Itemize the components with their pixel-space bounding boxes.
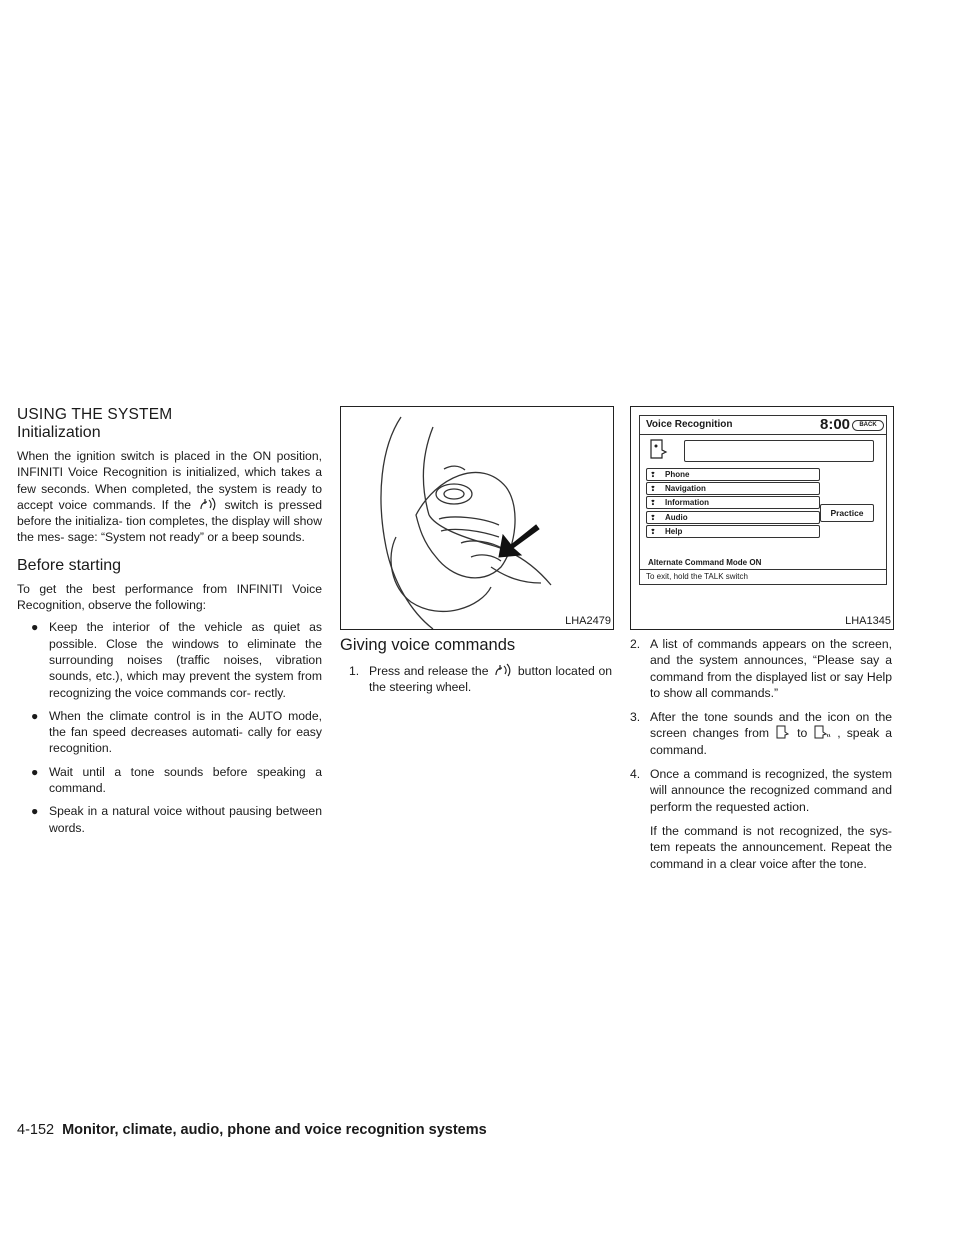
back-button[interactable]: BACK — [852, 420, 884, 431]
menu-item-information[interactable]: ❢ Information — [646, 496, 820, 509]
voice-command-icon: ❢ — [650, 486, 656, 493]
recognition-text-box — [684, 440, 874, 462]
list-item: 3. After the tone sounds and the icon on the screen changes from to , speak a command. — [630, 710, 893, 757]
steering-wheel-illustration — [341, 407, 613, 629]
alternate-mode-status: Alternate Command Mode ON — [648, 558, 762, 567]
talk-switch-icon — [492, 663, 514, 677]
page-footer — [17, 1122, 487, 1138]
voice-command-icon: ❢ — [650, 472, 656, 479]
before-starting-heading: Before starting — [17, 556, 122, 574]
step-number: 1. — [349, 664, 360, 678]
screen-title: Voice Recognition — [646, 419, 733, 430]
initialization-text-2: switch is pressed before the initializa- tion completes, the display will show the mes- sage: “System not ready” or a beep sounds. — [17, 497, 323, 545]
exit-hint: To exit, hold the TALK switch — [646, 572, 748, 581]
talk-switch-icon — [197, 497, 219, 511]
figure-label: LHA1345 — [845, 615, 891, 627]
bullet-dot: ● — [31, 764, 39, 779]
initialization-heading: Initialization — [17, 424, 101, 441]
column-right — [630, 636, 892, 880]
practice-button[interactable]: Practice — [820, 504, 874, 522]
giving-commands-steps — [340, 663, 612, 696]
page-number: 4-152 — [17, 1122, 55, 1138]
column-middle — [340, 636, 612, 704]
list-item: 1. Press and release the button located on the steering wheel. — [349, 664, 613, 695]
chapter-title: Monitor, climate, audio, phone and voice recognition systems — [62, 1122, 487, 1138]
speaker-icon — [775, 725, 791, 739]
column-left — [17, 404, 322, 843]
list-item: ● Wait until a tone sounds before speaking a command. — [31, 764, 322, 796]
section-title: USING THE SYSTEM — [17, 406, 173, 423]
bullet-dot: ● — [31, 620, 39, 635]
menu-item-audio[interactable]: ❢ Audio — [646, 511, 820, 524]
voice-command-icon: ❢ — [650, 515, 656, 522]
step-number: 3. — [630, 710, 641, 725]
menu-item-help[interactable]: ❢ Help — [646, 525, 820, 538]
bullet-dot: ● — [31, 804, 39, 819]
speaker-listening-icon — [813, 725, 831, 739]
step-number: 4. — [630, 767, 641, 782]
before-starting-intro: To get the best performance from INFINITI Voice Recognition, observe the following: — [17, 581, 322, 613]
list-item: 2. A list of commands appears on the screen, and the system announces, “Please say a command from the displayed list or say Help to show all commands.” — [630, 637, 892, 700]
figure-label: LHA2479 — [565, 615, 611, 627]
menu-item-phone[interactable]: ❢ Phone — [646, 468, 820, 481]
list-item: ● Keep the interior of the vehicle as quiet as possible. Close the windows to eliminate the surrounding noises (traffic noises, vibration sounds, etc.), which may prevent the system from recognizing the voice commands cor- rectly. — [31, 620, 322, 700]
menu-item-navigation[interactable]: ❢ Navigation — [646, 482, 820, 495]
initialization-text-1: When the ignition switch is placed in the ON position, INFINITI Voice Recognition is initialized, which takes a few seconds. When completed, the system is ready to accept voice commands. If the — [17, 449, 322, 512]
voice-command-icon: ❢ — [650, 500, 656, 507]
list-item: ● When the climate control is in the AUTO mode, the fan speed decreases automati- cally for easy recognition. — [31, 708, 322, 756]
before-starting-list — [17, 619, 322, 836]
list-item: 4. Once a command is recognized, the system will announce the recognized command and perform the requested action. If the command is not recognized, the sys- tem repeats the announcement. Repeat the command in a clear voice after the tone. — [630, 767, 892, 871]
steering-wheel-figure — [340, 406, 614, 630]
step-number: 2. — [630, 637, 641, 651]
list-item: ● Speak in a natural voice without pausing between words. — [31, 804, 322, 835]
step-4-note: If the command is not recognized, the sys- tem repeats the announcement. Repeat the command in a clear voice after the tone. — [650, 823, 892, 871]
bullet-dot: ● — [31, 708, 39, 723]
speaker-icon — [648, 438, 670, 460]
voice-recognition-figure — [630, 406, 894, 630]
clock: 8:00 — [820, 416, 851, 433]
voice-recognition-screen — [639, 415, 887, 585]
command-steps — [630, 636, 892, 872]
divider — [640, 434, 886, 435]
giving-commands-heading: Giving voice commands — [340, 636, 516, 654]
voice-command-icon: ❢ — [650, 529, 656, 536]
initialization-paragraph — [17, 448, 322, 546]
divider — [640, 569, 886, 570]
